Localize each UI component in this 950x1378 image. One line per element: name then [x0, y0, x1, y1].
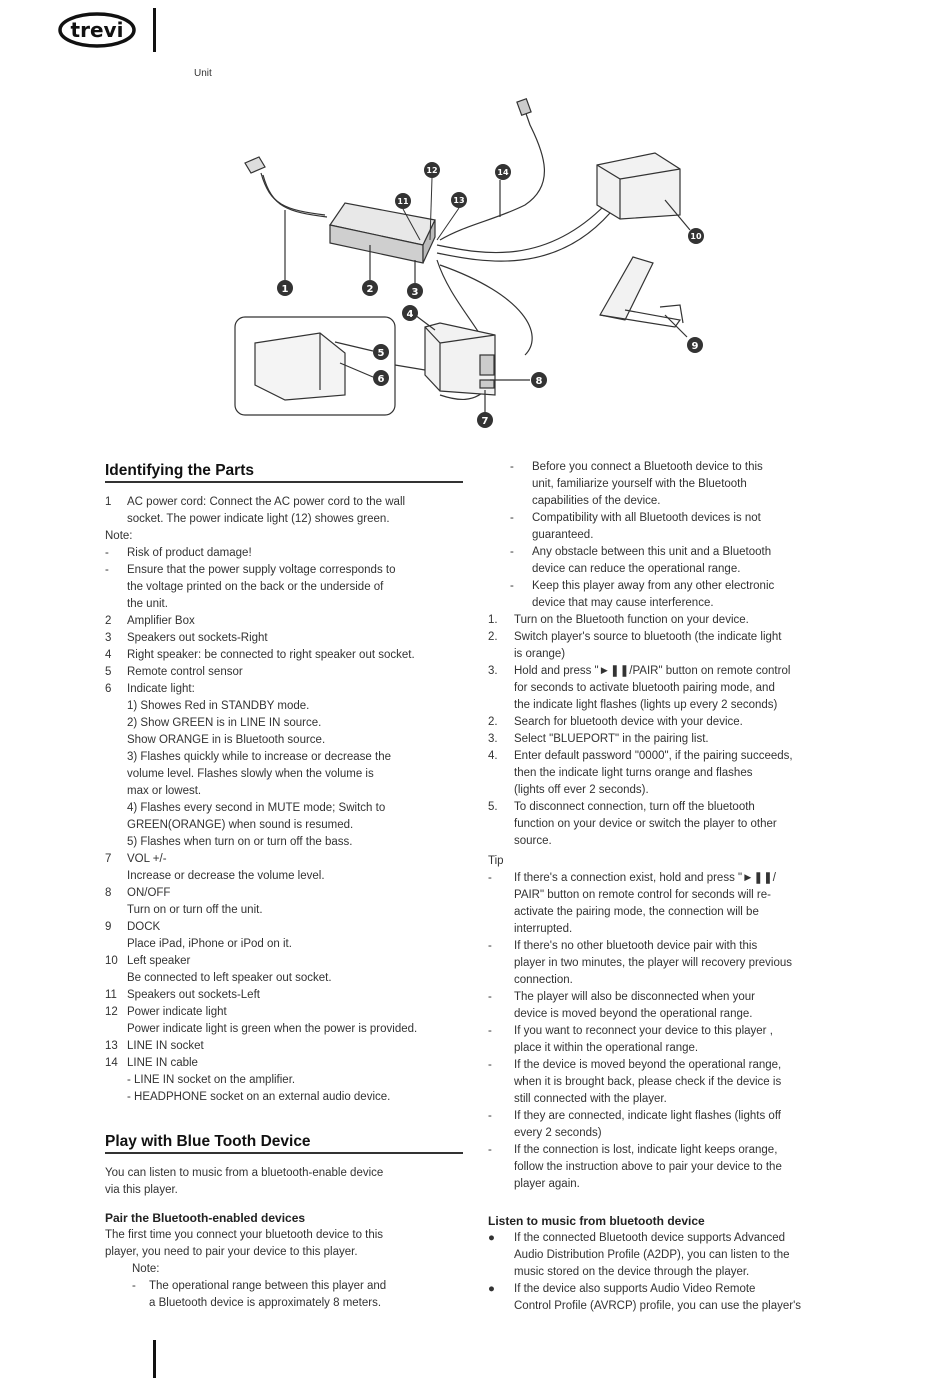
- item-marker: 7: [105, 853, 112, 865]
- item-text: is orange): [514, 648, 566, 660]
- item-text: then the indicate light turns orange and flashes: [514, 767, 753, 779]
- item-marker: 4.: [488, 750, 498, 762]
- item-text: player in two minutes, the player will recovery previous: [514, 957, 793, 969]
- unit-diagram: [225, 95, 745, 430]
- list-item: [488, 1074, 853, 1091]
- list-item: [488, 938, 853, 955]
- list-item: [488, 1125, 853, 1142]
- list-item: [488, 870, 853, 887]
- list-item: [105, 936, 475, 953]
- list-item: [105, 1038, 475, 1055]
- item-text: If they are connected, indicate light flashes (lights off: [514, 1110, 781, 1122]
- callout-9: 9: [691, 341, 699, 352]
- list-item: [488, 782, 853, 799]
- item-text: 3) Flashes quickly while to increase or decrease the: [127, 751, 391, 763]
- item-text: To disconnect connection, turn off the bluetooth: [514, 801, 755, 813]
- list-item: [105, 834, 475, 851]
- list-item: [488, 799, 853, 816]
- list-item: [488, 1247, 853, 1264]
- list-item: [488, 1159, 853, 1176]
- item-marker: 5.: [488, 801, 498, 813]
- item-text: Hold and press "►❚❚/PAIR" button on remote control: [514, 665, 791, 677]
- list-item: [510, 476, 855, 493]
- item-marker: Note:: [105, 530, 133, 542]
- list-item: [488, 629, 853, 646]
- item-text: connection.: [514, 974, 573, 986]
- item-marker: 3.: [488, 733, 498, 745]
- list-item: [488, 663, 853, 680]
- pair-line: The first time you connect your bluetooth device to this: [105, 1229, 384, 1241]
- list-item: [488, 748, 853, 765]
- identifying-title: Identifying the Parts: [105, 462, 254, 479]
- item-marker: 3.: [488, 665, 498, 677]
- item-text: device is moved beyond the operational range.: [514, 1008, 753, 1020]
- list-item: [510, 493, 855, 510]
- item-text: unit, familiarize yourself with the Bluetooth: [532, 478, 747, 490]
- callout-3: 3: [411, 287, 419, 298]
- item-text: DOCK: [127, 921, 161, 933]
- list-item: [510, 459, 855, 476]
- item-text: player again.: [514, 1178, 580, 1190]
- header-divider: [153, 8, 156, 52]
- list-item: [105, 919, 475, 936]
- list-item: [105, 681, 475, 698]
- list-item: [488, 1057, 853, 1074]
- item-marker: 5: [105, 666, 112, 678]
- item-text: the unit.: [127, 598, 168, 610]
- item-text: source.: [514, 835, 552, 847]
- list-item: [105, 562, 475, 579]
- list-item: [105, 987, 475, 1004]
- item-text: ON/OFF: [127, 887, 171, 899]
- list-item: [510, 561, 855, 578]
- callout-10: 10: [690, 232, 702, 241]
- item-text: guaranteed.: [532, 529, 594, 541]
- item-text: Ensure that the power supply voltage corresponds to: [127, 564, 396, 576]
- item-text: The player will also be disconnected when your: [514, 991, 755, 1003]
- item-text: socket. The power indicate light (12) showes green.: [127, 513, 390, 525]
- list-item: [488, 646, 853, 663]
- item-text: Show ORANGE in is Bluetooth source.: [127, 734, 326, 746]
- item-marker: 9: [105, 921, 112, 933]
- list-item: [488, 714, 853, 731]
- item-marker: 2.: [488, 631, 498, 643]
- unit-label: Unit: [194, 68, 212, 79]
- item-text: activate the pairing mode, the connection will be: [514, 906, 759, 918]
- tip-label: Tip: [488, 855, 504, 867]
- list-item: [105, 817, 475, 834]
- item-text: If the device also supports Audio Video Remote: [514, 1283, 756, 1295]
- list-item: [105, 698, 475, 715]
- callout-12: 12: [426, 166, 438, 175]
- tips-list: [488, 870, 853, 1193]
- item-text: Speakers out sockets-Right: [127, 632, 268, 644]
- item-text: (lights off ever 2 seconds).: [514, 784, 649, 796]
- item-marker: -: [510, 580, 514, 592]
- list-item: [488, 989, 853, 1006]
- item-text: Keep this player away from any other electronic: [532, 580, 775, 592]
- item-text: Compatibility with all Bluetooth devices is not: [532, 512, 761, 524]
- list-item: [488, 1040, 853, 1057]
- list-item: [488, 1142, 853, 1159]
- item-marker: 14: [105, 1057, 118, 1069]
- list-item: [510, 510, 855, 527]
- item-marker: 1.: [488, 614, 498, 626]
- item-marker: ●: [488, 1283, 495, 1295]
- item-text: Amplifier Box: [127, 615, 195, 627]
- list-item: [488, 833, 853, 850]
- list-item: [105, 953, 475, 970]
- item-text: AC power cord: Connect the AC power cord to the wall: [127, 496, 406, 508]
- item-text: If the connection is lost, indicate light keeps orange,: [514, 1144, 778, 1156]
- identifying-rule: [105, 481, 463, 483]
- item-text: max or lowest.: [127, 785, 202, 797]
- callout-13: 13: [453, 196, 465, 205]
- list-item: [488, 887, 853, 904]
- item-text: function on your device or switch the player to other: [514, 818, 777, 830]
- item-text: Before you connect a Bluetooth device to this: [532, 461, 763, 473]
- item-text: Enter default password "0000", if the pairing succeeds,: [514, 750, 793, 762]
- item-marker: -: [488, 1059, 492, 1071]
- item-marker: -: [488, 991, 492, 1003]
- item-text: 2) Show GREEN is in LINE IN source.: [127, 717, 322, 729]
- intro-line: via this player.: [105, 1184, 178, 1196]
- item-text: Turn on or turn off the unit.: [127, 904, 263, 916]
- item-text: Increase or decrease the volume level.: [127, 870, 325, 882]
- list-item: [488, 1298, 853, 1315]
- list-item: [488, 1281, 853, 1298]
- list-item: [488, 1264, 853, 1281]
- item-text: follow the instruction above to pair your device to the: [514, 1161, 782, 1173]
- footer-divider: [153, 1340, 156, 1378]
- pair-text: [105, 1227, 475, 1312]
- pairing-steps: [488, 612, 853, 850]
- item-marker: -: [488, 1144, 492, 1156]
- item-marker: 2.: [488, 716, 498, 728]
- item-text: Remote control sensor: [127, 666, 243, 678]
- list-item: [105, 579, 475, 596]
- callout-1: 1: [281, 284, 289, 295]
- item-marker: 11: [105, 989, 117, 1001]
- item-marker: -: [510, 461, 514, 473]
- item-text: 5) Flashes when turn on or turn off the bass.: [127, 836, 353, 848]
- list-item: [105, 732, 475, 749]
- list-item: [488, 1091, 853, 1108]
- list-item: [488, 955, 853, 972]
- item-marker: 8: [105, 887, 112, 899]
- item-text: If the device is moved beyond the operational range,: [514, 1059, 782, 1071]
- item-text: Any obstacle between this unit and a Bluetooth: [532, 546, 772, 558]
- item-marker: ●: [488, 1232, 495, 1244]
- item-text: - LINE IN socket on the amplifier.: [127, 1074, 296, 1086]
- list-item: [105, 749, 475, 766]
- item-marker: 1: [105, 496, 112, 508]
- list-item: [510, 595, 855, 612]
- callout-4: 4: [406, 309, 414, 320]
- item-text: If there's a connection exist, hold and press "►❚❚/: [514, 872, 776, 884]
- list-item: [488, 731, 853, 748]
- item-text: the indicate light flashes (lights up every 2 seconds): [514, 699, 778, 711]
- item-marker: 4: [105, 649, 112, 661]
- item-text: for seconds to activate bluetooth pairing mode, and: [514, 682, 775, 694]
- callout-11: 11: [397, 197, 409, 206]
- list-item: [105, 613, 475, 630]
- item-text: music stored on the device through the player.: [514, 1266, 750, 1278]
- item-text: 1) Showes Red in STANDBY mode.: [127, 700, 310, 712]
- item-text: Place iPad, iPhone or iPod on it.: [127, 938, 292, 950]
- item-marker: -: [510, 546, 514, 558]
- item-text: Switch player's source to bluetooth (the indicate light: [514, 631, 782, 643]
- list-item: [105, 1089, 475, 1106]
- list-item: [488, 697, 853, 714]
- list-item: [105, 630, 475, 647]
- list-item: [105, 1021, 475, 1038]
- list-item: [488, 816, 853, 833]
- item-text: Select "BLUEPORT" in the pairing list.: [514, 733, 709, 745]
- pair-title: Pair the Bluetooth-enabled devices: [105, 1211, 306, 1225]
- item-text: LINE IN cable: [127, 1057, 198, 1069]
- list-item: [510, 527, 855, 544]
- item-marker: 6: [105, 683, 112, 695]
- item-marker: -: [488, 940, 492, 952]
- item-marker: -: [105, 547, 109, 559]
- list-item: [105, 715, 475, 732]
- list-item: [488, 1006, 853, 1023]
- item-marker: 10: [105, 955, 118, 967]
- item-marker: -: [105, 564, 109, 576]
- item-text: Power indicate light is green when the power is provided.: [127, 1023, 418, 1035]
- list-item: [105, 970, 475, 987]
- item-text: Audio Distribution Profile (A2DP), you can listen to the: [514, 1249, 790, 1261]
- list-item: [488, 612, 853, 629]
- list-item: [488, 1023, 853, 1040]
- list-item: [488, 680, 853, 697]
- bluetooth-rule: [105, 1152, 463, 1154]
- item-text: 4) Flashes every second in MUTE mode; Switch to: [127, 802, 386, 814]
- list-item: [488, 1108, 853, 1125]
- item-text: place it within the operational range.: [514, 1042, 699, 1054]
- item-text: PAIR" button on remote control for seconds will re-: [514, 889, 771, 901]
- listen-list: [488, 1230, 853, 1315]
- callout-14: 14: [497, 168, 509, 177]
- callout-7: 7: [481, 416, 489, 427]
- item-text: Search for bluetooth device with your device.: [514, 716, 743, 728]
- listen-title: Listen to music from bluetooth device: [488, 1214, 705, 1228]
- list-item: [488, 1230, 853, 1247]
- bluetooth-title: Play with Blue Tooth Device: [105, 1133, 311, 1150]
- bluetooth-cautions: [510, 459, 855, 612]
- list-item: [105, 528, 475, 545]
- item-text: device that may cause interference.: [532, 597, 714, 609]
- list-item: [105, 851, 475, 868]
- item-text: Speakers out sockets-Left: [127, 989, 260, 1001]
- item-text: Left speaker: [127, 955, 191, 967]
- list-item: [488, 765, 853, 782]
- item-marker: 12: [105, 1006, 118, 1018]
- list-item: [105, 766, 475, 783]
- list-item: [488, 921, 853, 938]
- note-line: a Bluetooth device is approximately 8 meters.: [149, 1297, 382, 1309]
- list-item: [105, 783, 475, 800]
- bluetooth-intro: [105, 1165, 475, 1199]
- item-text: when it is brought back, please check if the device is: [514, 1076, 782, 1088]
- identifying-list: [105, 494, 475, 1106]
- item-text: If you want to reconnect your device to this player ,: [514, 1025, 773, 1037]
- note-label: Note:: [132, 1263, 160, 1275]
- item-marker: -: [488, 1025, 492, 1037]
- list-item: [105, 494, 475, 511]
- item-text: Risk of product damage!: [127, 547, 252, 559]
- list-item: [105, 647, 475, 664]
- item-text: Power indicate light: [127, 1006, 227, 1018]
- callout-6: 6: [377, 374, 385, 385]
- item-text: If there's no other bluetooth device pair with this: [514, 940, 758, 952]
- item-text: If the connected Bluetooth device supports Advanced: [514, 1232, 786, 1244]
- item-text: capabilities of the device.: [532, 495, 661, 507]
- item-text: still connected with the player.: [514, 1093, 667, 1105]
- item-marker: 13: [105, 1040, 118, 1052]
- logo-text: trevi: [70, 18, 124, 42]
- item-text: LINE IN socket: [127, 1040, 204, 1052]
- item-text: the voltage printed on the back or the underside of: [127, 581, 384, 593]
- list-item: [105, 1055, 475, 1072]
- item-marker: 2: [105, 615, 112, 627]
- list-item: [105, 1072, 475, 1089]
- list-item: [105, 885, 475, 902]
- note-line: - The operational range between this player and: [132, 1280, 387, 1292]
- list-item: [105, 800, 475, 817]
- list-item: [105, 902, 475, 919]
- item-text: Control Profile (AVRCP) profile, you can use the player's: [514, 1300, 802, 1312]
- item-text: Be connected to left speaker out socket.: [127, 972, 332, 984]
- item-text: - HEADPHONE socket on an external audio device.: [127, 1091, 391, 1103]
- list-item: [105, 664, 475, 681]
- intro-line: You can listen to music from a bluetooth-enable device: [105, 1167, 384, 1179]
- item-marker: -: [488, 1110, 492, 1122]
- callout-2: 2: [366, 284, 374, 295]
- item-marker: -: [488, 872, 492, 884]
- list-item: [105, 545, 475, 562]
- list-item: [510, 578, 855, 595]
- list-item: [488, 972, 853, 989]
- list-item: [488, 904, 853, 921]
- list-item: [105, 1004, 475, 1021]
- list-item: [488, 1176, 853, 1193]
- item-text: device can reduce the operational range.: [532, 563, 741, 575]
- callout-8: 8: [535, 376, 543, 387]
- trevi-logo: [58, 12, 136, 48]
- list-item: [105, 596, 475, 613]
- callout-5: 5: [377, 348, 385, 359]
- item-text: every 2 seconds): [514, 1127, 602, 1139]
- item-text: Turn on the Bluetooth function on your device.: [514, 614, 749, 626]
- item-text: VOL +/-: [127, 853, 167, 865]
- item-text: GREEN(ORANGE) when sound is resumed.: [127, 819, 354, 831]
- item-marker: 3: [105, 632, 112, 644]
- list-item: [105, 868, 475, 885]
- item-text: interrupted.: [514, 923, 573, 935]
- list-item: [105, 511, 475, 528]
- item-text: Right speaker: be connected to right speaker out socket.: [127, 649, 415, 661]
- item-text: volume level. Flashes slowly when the volume is: [127, 768, 374, 780]
- item-text: Indicate light:: [127, 683, 195, 695]
- item-marker: -: [510, 512, 514, 524]
- pair-line: player, you need to pair your device to this player.: [105, 1246, 358, 1258]
- list-item: [510, 544, 855, 561]
